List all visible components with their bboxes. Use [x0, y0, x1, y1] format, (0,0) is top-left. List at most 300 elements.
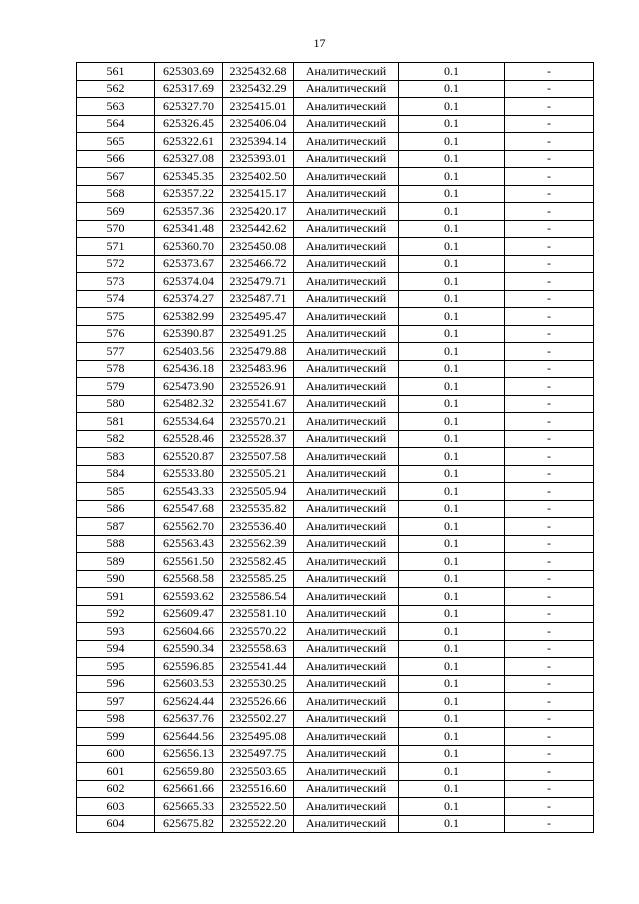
method-cell: Аналитический	[294, 308, 399, 326]
note-cell: -	[505, 763, 594, 781]
table-row	[77, 553, 594, 571]
x-coordinate-cell: 625561.50	[155, 553, 223, 571]
x-coordinate-cell: 625374.27	[155, 290, 223, 308]
x-coordinate-cell: 625360.70	[155, 238, 223, 256]
accuracy-cell: 0.1	[399, 728, 505, 746]
x-coordinate-cell: 625341.48	[155, 220, 223, 238]
accuracy-cell: 0.1	[399, 115, 505, 133]
table-row	[77, 238, 594, 256]
note-cell: -	[505, 80, 594, 98]
x-coordinate-cell: 625593.62	[155, 588, 223, 606]
note-cell: -	[505, 168, 594, 186]
accuracy-cell: 0.1	[399, 273, 505, 291]
accuracy-cell: 0.1	[399, 640, 505, 658]
y-coordinate-cell: 2325505.94	[223, 483, 294, 501]
point-number-cell: 564	[77, 115, 155, 133]
point-number-cell: 567	[77, 168, 155, 186]
point-number-cell: 602	[77, 780, 155, 798]
table-row	[77, 693, 594, 711]
accuracy-cell: 0.1	[399, 623, 505, 641]
table-body	[77, 63, 594, 833]
accuracy-cell: 0.1	[399, 238, 505, 256]
accuracy-cell: 0.1	[399, 80, 505, 98]
table-row	[77, 570, 594, 588]
method-cell: Аналитический	[294, 413, 399, 431]
table-row	[77, 535, 594, 553]
y-coordinate-cell: 2325483.96	[223, 360, 294, 378]
x-coordinate-cell: 625637.76	[155, 710, 223, 728]
y-coordinate-cell: 2325394.14	[223, 133, 294, 151]
method-cell: Аналитический	[294, 640, 399, 658]
y-coordinate-cell: 2325541.67	[223, 395, 294, 413]
y-coordinate-cell: 2325522.20	[223, 815, 294, 833]
table-row	[77, 763, 594, 781]
table-row	[77, 430, 594, 448]
table-row	[77, 658, 594, 676]
accuracy-cell: 0.1	[399, 63, 505, 81]
point-number-cell: 577	[77, 343, 155, 361]
y-coordinate-cell: 2325528.37	[223, 430, 294, 448]
note-cell: -	[505, 640, 594, 658]
point-number-cell: 596	[77, 675, 155, 693]
x-coordinate-cell: 625665.33	[155, 798, 223, 816]
point-number-cell: 579	[77, 378, 155, 396]
accuracy-cell: 0.1	[399, 255, 505, 273]
point-number-cell: 597	[77, 693, 155, 711]
point-number-cell: 598	[77, 710, 155, 728]
accuracy-cell: 0.1	[399, 185, 505, 203]
x-coordinate-cell: 625644.56	[155, 728, 223, 746]
y-coordinate-cell: 2325503.65	[223, 763, 294, 781]
table-row	[77, 395, 594, 413]
point-number-cell: 581	[77, 413, 155, 431]
y-coordinate-cell: 2325570.22	[223, 623, 294, 641]
table-row	[77, 483, 594, 501]
note-cell: -	[505, 430, 594, 448]
table-row	[77, 745, 594, 763]
x-coordinate-cell: 625624.44	[155, 693, 223, 711]
point-number-cell: 566	[77, 150, 155, 168]
x-coordinate-cell: 625482.32	[155, 395, 223, 413]
point-number-cell: 584	[77, 465, 155, 483]
note-cell: -	[505, 395, 594, 413]
table-row	[77, 220, 594, 238]
point-number-cell: 595	[77, 658, 155, 676]
method-cell: Аналитический	[294, 780, 399, 798]
point-number-cell: 574	[77, 290, 155, 308]
method-cell: Аналитический	[294, 465, 399, 483]
table-row	[77, 98, 594, 116]
x-coordinate-cell: 625609.47	[155, 605, 223, 623]
accuracy-cell: 0.1	[399, 448, 505, 466]
method-cell: Аналитический	[294, 518, 399, 536]
x-coordinate-cell: 625596.85	[155, 658, 223, 676]
y-coordinate-cell: 2325406.04	[223, 115, 294, 133]
accuracy-cell: 0.1	[399, 168, 505, 186]
x-coordinate-cell: 625568.58	[155, 570, 223, 588]
note-cell: -	[505, 518, 594, 536]
table-row	[77, 203, 594, 221]
accuracy-cell: 0.1	[399, 483, 505, 501]
y-coordinate-cell: 2325570.21	[223, 413, 294, 431]
note-cell: -	[505, 570, 594, 588]
note-cell: -	[505, 448, 594, 466]
method-cell: Аналитический	[294, 325, 399, 343]
method-cell: Аналитический	[294, 798, 399, 816]
y-coordinate-cell: 2325507.58	[223, 448, 294, 466]
accuracy-cell: 0.1	[399, 745, 505, 763]
note-cell: -	[505, 658, 594, 676]
x-coordinate-cell: 625533.80	[155, 465, 223, 483]
accuracy-cell: 0.1	[399, 465, 505, 483]
x-coordinate-cell: 625345.35	[155, 168, 223, 186]
table-row	[77, 518, 594, 536]
accuracy-cell: 0.1	[399, 500, 505, 518]
note-cell: -	[505, 150, 594, 168]
accuracy-cell: 0.1	[399, 710, 505, 728]
method-cell: Аналитический	[294, 605, 399, 623]
method-cell: Аналитический	[294, 535, 399, 553]
x-coordinate-cell: 625562.70	[155, 518, 223, 536]
x-coordinate-cell: 625403.56	[155, 343, 223, 361]
table-row	[77, 185, 594, 203]
point-number-cell: 573	[77, 273, 155, 291]
method-cell: Аналитический	[294, 63, 399, 81]
point-number-cell: 603	[77, 798, 155, 816]
table-row	[77, 605, 594, 623]
method-cell: Аналитический	[294, 133, 399, 151]
accuracy-cell: 0.1	[399, 658, 505, 676]
y-coordinate-cell: 2325526.91	[223, 378, 294, 396]
table-row	[77, 80, 594, 98]
table-row	[77, 255, 594, 273]
point-number-cell: 568	[77, 185, 155, 203]
table-row	[77, 588, 594, 606]
x-coordinate-cell: 625374.04	[155, 273, 223, 291]
y-coordinate-cell: 2325526.66	[223, 693, 294, 711]
x-coordinate-cell: 625604.66	[155, 623, 223, 641]
note-cell: -	[505, 500, 594, 518]
method-cell: Аналитический	[294, 675, 399, 693]
method-cell: Аналитический	[294, 763, 399, 781]
x-coordinate-cell: 625317.69	[155, 80, 223, 98]
point-number-cell: 599	[77, 728, 155, 746]
note-cell: -	[505, 623, 594, 641]
point-number-cell: 583	[77, 448, 155, 466]
table-row	[77, 150, 594, 168]
x-coordinate-cell: 625543.33	[155, 483, 223, 501]
x-coordinate-cell: 625326.45	[155, 115, 223, 133]
note-cell: -	[505, 535, 594, 553]
point-number-cell: 580	[77, 395, 155, 413]
note-cell: -	[505, 815, 594, 833]
y-coordinate-cell: 2325491.25	[223, 325, 294, 343]
method-cell: Аналитический	[294, 80, 399, 98]
table-row	[77, 675, 594, 693]
note-cell: -	[505, 325, 594, 343]
note-cell: -	[505, 98, 594, 116]
point-number-cell: 575	[77, 308, 155, 326]
method-cell: Аналитический	[294, 255, 399, 273]
accuracy-cell: 0.1	[399, 98, 505, 116]
method-cell: Аналитический	[294, 203, 399, 221]
x-coordinate-cell: 625357.22	[155, 185, 223, 203]
accuracy-cell: 0.1	[399, 378, 505, 396]
y-coordinate-cell: 2325497.75	[223, 745, 294, 763]
point-number-cell: 590	[77, 570, 155, 588]
method-cell: Аналитический	[294, 238, 399, 256]
y-coordinate-cell: 2325502.27	[223, 710, 294, 728]
point-number-cell: 587	[77, 518, 155, 536]
table-row	[77, 115, 594, 133]
page-number: 17	[313, 36, 326, 50]
accuracy-cell: 0.1	[399, 553, 505, 571]
accuracy-cell: 0.1	[399, 203, 505, 221]
method-cell: Аналитический	[294, 745, 399, 763]
x-coordinate-cell: 625373.67	[155, 255, 223, 273]
accuracy-cell: 0.1	[399, 780, 505, 798]
y-coordinate-cell: 2325402.50	[223, 168, 294, 186]
point-number-cell: 569	[77, 203, 155, 221]
y-coordinate-cell: 2325516.60	[223, 780, 294, 798]
x-coordinate-cell: 625547.68	[155, 500, 223, 518]
point-number-cell: 591	[77, 588, 155, 606]
note-cell: -	[505, 693, 594, 711]
accuracy-cell: 0.1	[399, 588, 505, 606]
y-coordinate-cell: 2325487.71	[223, 290, 294, 308]
table-row	[77, 325, 594, 343]
method-cell: Аналитический	[294, 185, 399, 203]
y-coordinate-cell: 2325535.82	[223, 500, 294, 518]
method-cell: Аналитический	[294, 728, 399, 746]
note-cell: -	[505, 115, 594, 133]
point-number-cell: 582	[77, 430, 155, 448]
accuracy-cell: 0.1	[399, 570, 505, 588]
point-number-cell: 604	[77, 815, 155, 833]
method-cell: Аналитический	[294, 115, 399, 133]
table-row	[77, 623, 594, 641]
table-row	[77, 290, 594, 308]
accuracy-cell: 0.1	[399, 763, 505, 781]
table-row	[77, 378, 594, 396]
y-coordinate-cell: 2325586.54	[223, 588, 294, 606]
accuracy-cell: 0.1	[399, 815, 505, 833]
accuracy-cell: 0.1	[399, 308, 505, 326]
note-cell: -	[505, 465, 594, 483]
x-coordinate-cell: 625563.43	[155, 535, 223, 553]
y-coordinate-cell: 2325581.10	[223, 605, 294, 623]
table-row	[77, 465, 594, 483]
y-coordinate-cell: 2325536.40	[223, 518, 294, 536]
note-cell: -	[505, 745, 594, 763]
note-cell: -	[505, 675, 594, 693]
method-cell: Аналитический	[294, 220, 399, 238]
accuracy-cell: 0.1	[399, 290, 505, 308]
x-coordinate-cell: 625534.64	[155, 413, 223, 431]
x-coordinate-cell: 625520.87	[155, 448, 223, 466]
x-coordinate-cell: 625603.53	[155, 675, 223, 693]
note-cell: -	[505, 63, 594, 81]
coordinates-table	[76, 62, 594, 833]
note-cell: -	[505, 553, 594, 571]
table-row	[77, 500, 594, 518]
note-cell: -	[505, 780, 594, 798]
x-coordinate-cell: 625382.99	[155, 308, 223, 326]
method-cell: Аналитический	[294, 815, 399, 833]
x-coordinate-cell: 625590.34	[155, 640, 223, 658]
method-cell: Аналитический	[294, 623, 399, 641]
method-cell: Аналитический	[294, 710, 399, 728]
method-cell: Аналитический	[294, 500, 399, 518]
x-coordinate-cell: 625675.82	[155, 815, 223, 833]
y-coordinate-cell: 2325450.08	[223, 238, 294, 256]
method-cell: Аналитический	[294, 483, 399, 501]
x-coordinate-cell: 625303.69	[155, 63, 223, 81]
x-coordinate-cell: 625357.36	[155, 203, 223, 221]
y-coordinate-cell: 2325522.50	[223, 798, 294, 816]
accuracy-cell: 0.1	[399, 535, 505, 553]
method-cell: Аналитический	[294, 290, 399, 308]
y-coordinate-cell: 2325432.68	[223, 63, 294, 81]
accuracy-cell: 0.1	[399, 798, 505, 816]
y-coordinate-cell: 2325432.29	[223, 80, 294, 98]
table-row	[77, 448, 594, 466]
note-cell: -	[505, 238, 594, 256]
point-number-cell: 588	[77, 535, 155, 553]
y-coordinate-cell: 2325585.25	[223, 570, 294, 588]
note-cell: -	[505, 133, 594, 151]
note-cell: -	[505, 798, 594, 816]
point-number-cell: 563	[77, 98, 155, 116]
note-cell: -	[505, 728, 594, 746]
x-coordinate-cell: 625322.61	[155, 133, 223, 151]
accuracy-cell: 0.1	[399, 150, 505, 168]
accuracy-cell: 0.1	[399, 518, 505, 536]
point-number-cell: 561	[77, 63, 155, 81]
x-coordinate-cell: 625327.08	[155, 150, 223, 168]
y-coordinate-cell: 2325495.08	[223, 728, 294, 746]
accuracy-cell: 0.1	[399, 430, 505, 448]
point-number-cell: 586	[77, 500, 155, 518]
point-number-cell: 565	[77, 133, 155, 151]
x-coordinate-cell: 625327.70	[155, 98, 223, 116]
note-cell: -	[505, 308, 594, 326]
y-coordinate-cell: 2325505.21	[223, 465, 294, 483]
table-row	[77, 640, 594, 658]
method-cell: Аналитический	[294, 658, 399, 676]
point-number-cell: 589	[77, 553, 155, 571]
y-coordinate-cell: 2325530.25	[223, 675, 294, 693]
note-cell: -	[505, 203, 594, 221]
point-number-cell: 562	[77, 80, 155, 98]
method-cell: Аналитический	[294, 273, 399, 291]
y-coordinate-cell: 2325582.45	[223, 553, 294, 571]
method-cell: Аналитический	[294, 693, 399, 711]
accuracy-cell: 0.1	[399, 675, 505, 693]
y-coordinate-cell: 2325479.71	[223, 273, 294, 291]
x-coordinate-cell: 625436.18	[155, 360, 223, 378]
y-coordinate-cell: 2325442.62	[223, 220, 294, 238]
x-coordinate-cell: 625661.66	[155, 780, 223, 798]
accuracy-cell: 0.1	[399, 693, 505, 711]
note-cell: -	[505, 605, 594, 623]
y-coordinate-cell: 2325466.72	[223, 255, 294, 273]
table-row	[77, 780, 594, 798]
accuracy-cell: 0.1	[399, 343, 505, 361]
y-coordinate-cell: 2325541.44	[223, 658, 294, 676]
y-coordinate-cell: 2325558.63	[223, 640, 294, 658]
method-cell: Аналитический	[294, 553, 399, 571]
point-number-cell: 593	[77, 623, 155, 641]
point-number-cell: 601	[77, 763, 155, 781]
method-cell: Аналитический	[294, 150, 399, 168]
x-coordinate-cell: 625473.90	[155, 378, 223, 396]
method-cell: Аналитический	[294, 98, 399, 116]
note-cell: -	[505, 710, 594, 728]
accuracy-cell: 0.1	[399, 605, 505, 623]
point-number-cell: 585	[77, 483, 155, 501]
note-cell: -	[505, 273, 594, 291]
note-cell: -	[505, 588, 594, 606]
accuracy-cell: 0.1	[399, 413, 505, 431]
point-number-cell: 600	[77, 745, 155, 763]
method-cell: Аналитический	[294, 430, 399, 448]
note-cell: -	[505, 255, 594, 273]
method-cell: Аналитический	[294, 360, 399, 378]
table-row	[77, 308, 594, 326]
method-cell: Аналитический	[294, 588, 399, 606]
x-coordinate-cell: 625390.87	[155, 325, 223, 343]
table-row	[77, 815, 594, 833]
method-cell: Аналитический	[294, 378, 399, 396]
method-cell: Аналитический	[294, 570, 399, 588]
note-cell: -	[505, 413, 594, 431]
method-cell: Аналитический	[294, 448, 399, 466]
table-row	[77, 168, 594, 186]
y-coordinate-cell: 2325495.47	[223, 308, 294, 326]
method-cell: Аналитический	[294, 343, 399, 361]
table-row	[77, 63, 594, 81]
method-cell: Аналитический	[294, 168, 399, 186]
x-coordinate-cell: 625659.80	[155, 763, 223, 781]
table-row	[77, 360, 594, 378]
y-coordinate-cell: 2325562.39	[223, 535, 294, 553]
accuracy-cell: 0.1	[399, 325, 505, 343]
point-number-cell: 592	[77, 605, 155, 623]
y-coordinate-cell: 2325393.01	[223, 150, 294, 168]
x-coordinate-cell: 625528.46	[155, 430, 223, 448]
note-cell: -	[505, 483, 594, 501]
note-cell: -	[505, 290, 594, 308]
x-coordinate-cell: 625656.13	[155, 745, 223, 763]
accuracy-cell: 0.1	[399, 360, 505, 378]
point-number-cell: 578	[77, 360, 155, 378]
point-number-cell: 594	[77, 640, 155, 658]
note-cell: -	[505, 343, 594, 361]
y-coordinate-cell: 2325415.01	[223, 98, 294, 116]
table-row	[77, 413, 594, 431]
point-number-cell: 576	[77, 325, 155, 343]
table-row	[77, 798, 594, 816]
note-cell: -	[505, 378, 594, 396]
table-row	[77, 710, 594, 728]
note-cell: -	[505, 220, 594, 238]
accuracy-cell: 0.1	[399, 133, 505, 151]
point-number-cell: 570	[77, 220, 155, 238]
y-coordinate-cell: 2325479.88	[223, 343, 294, 361]
table-row	[77, 728, 594, 746]
y-coordinate-cell: 2325420.17	[223, 203, 294, 221]
